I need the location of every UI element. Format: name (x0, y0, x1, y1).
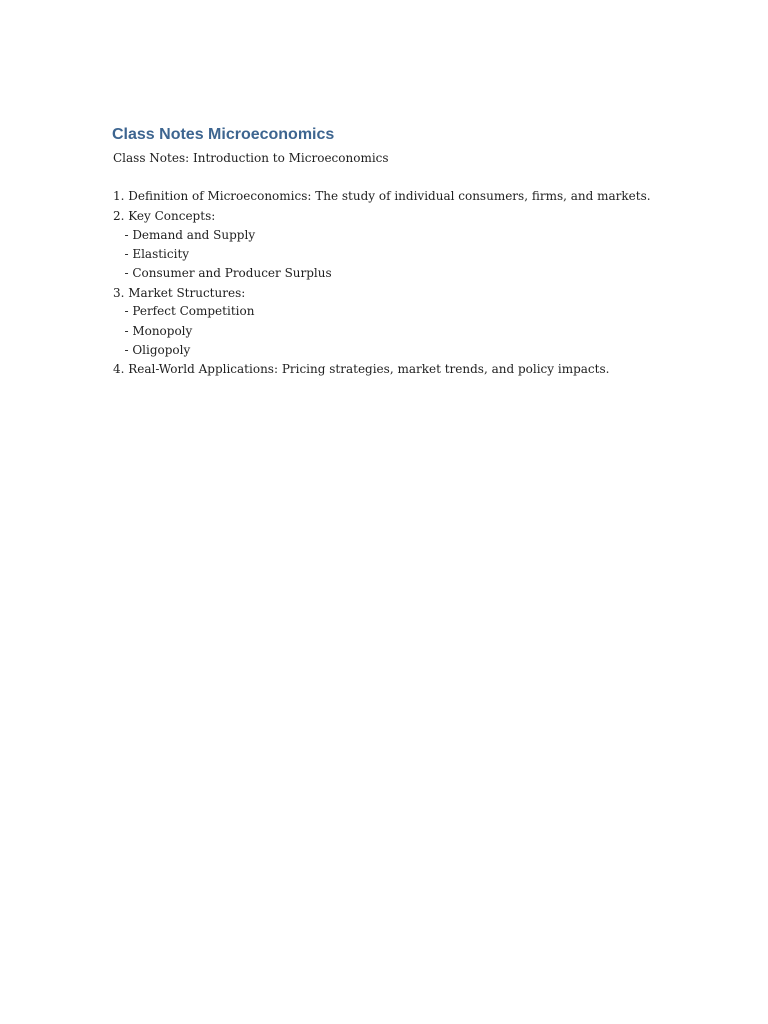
note-subitem-monopoly: - Monopoly (113, 324, 193, 338)
note-subitem-oligopoly: - Oligopoly (113, 343, 191, 357)
note-item-definition: 1. Definition of Microeconomics: The study of individual consumers, firms, and markets. (113, 189, 651, 203)
document-title: Class Notes Microeconomics (112, 126, 335, 143)
note-subitem-surplus: - Consumer and Producer Surplus (113, 266, 332, 280)
document-subtitle: Class Notes: Introduction to Microeconomics (113, 151, 389, 165)
note-subitem-elasticity: - Elasticity (113, 247, 190, 261)
note-item-applications: 4. Real-World Applications: Pricing strategies, market trends, and policy impacts. (113, 362, 610, 376)
note-subitem-perfect-competition: - Perfect Competition (113, 304, 255, 318)
note-subitem-demand-supply: - Demand and Supply (113, 228, 256, 242)
note-item-key-concepts: 2. Key Concepts: (113, 209, 216, 223)
note-item-market-structures: 3. Market Structures: (113, 286, 246, 300)
